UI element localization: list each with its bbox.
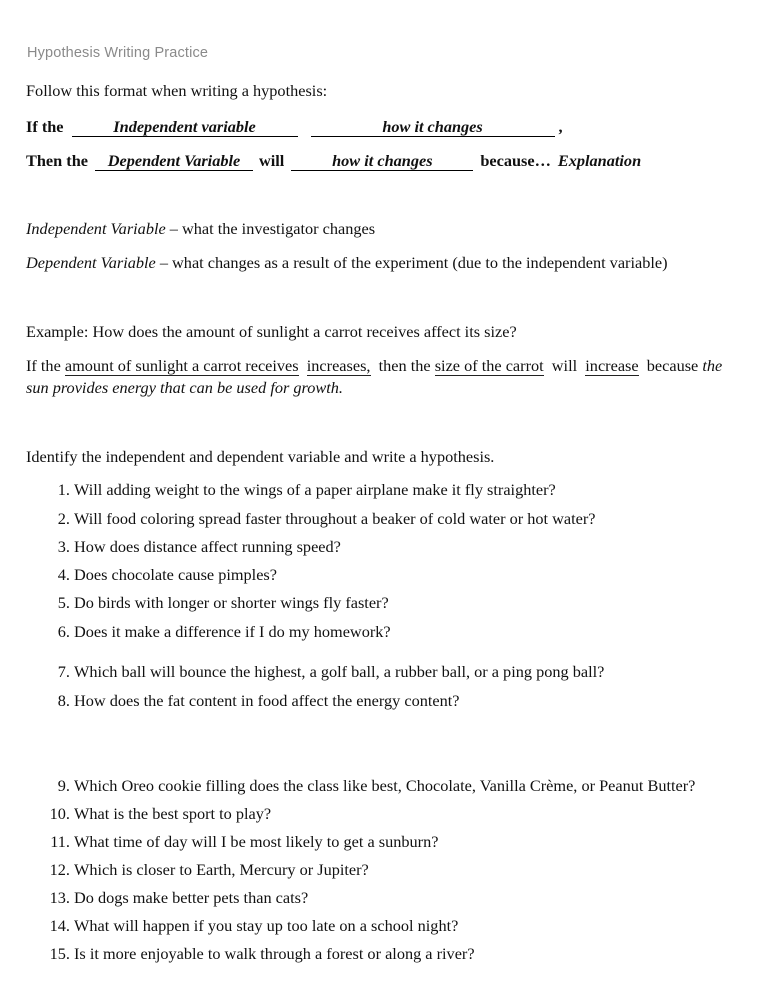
list-item-number: 8. [57,691,70,710]
list-item-text: Is it more enjoyable to walk through a forest or along a river? [74,944,475,963]
list-item-text: Which Oreo cookie filling does the class like best, Chocolate, Vanilla Crème, or Peanut Butter? [74,776,696,795]
example-lead: If the [26,356,61,375]
definition-term-dependent: Dependent Variable [26,253,156,272]
definition-text-dependent: what changes as a result of the experiment (due to the independent variable) [172,253,668,272]
definition-independent-variable [26,218,375,239]
list-item-number: 6. [57,622,70,641]
list-item-text: Which is closer to Earth, Mercury or Jupiter? [74,860,369,879]
list-item-number: 9. [57,776,70,795]
list-item-number: 15. [49,944,70,963]
list-item-number: 3. [57,537,70,556]
list-item-text: Does chocolate cause pimples? [74,565,277,584]
list-item-number: 1. [57,480,70,499]
list-item-number: 2. [57,509,70,528]
instructions-paragraph: Identify the independent and dependent variable and write a hypothesis. [26,447,495,466]
definition-dependent-variable [26,252,668,273]
example-explanation: the sun provides energy that can be used for growth. [26,356,723,397]
definition-term-independent: Independent Variable [26,219,166,238]
list-item-text: Do birds with longer or shorter wings fly faster? [74,593,389,612]
list-item-number: 10. [49,804,70,823]
list-item-text: What will happen if you stay up too late on a school night? [74,916,459,935]
list-item-number: 14. [49,916,70,935]
blank-dependent-variable[interactable]: Dependent Variable [95,151,253,171]
blank-how-it-changes-1[interactable]: how it changes [311,117,555,137]
list-item-text: How does the fat content in food affect the energy content? [74,691,460,710]
format-line-1-comma: , [558,117,563,136]
list-item-text: How does distance affect running speed? [74,537,341,556]
blank-independent-variable[interactable]: Independent variable [72,117,298,137]
example-dependent-variable: size of the carrot [434,356,544,375]
definition-text-independent: what the investigator changes [182,219,376,238]
list-item-number: 7. [57,662,70,681]
list-item-text: What is the best sport to play? [74,804,272,823]
example-result: increase [585,356,639,375]
list-item-number: 5. [57,593,70,612]
example-because: because [646,356,699,375]
page-title: Hypothesis Writing Practice [27,45,209,61]
format-line-2-lead: Then the [26,151,88,170]
example-change: increases, [306,356,371,375]
list-item-text: Which ball will bounce the highest, a golf ball, a rubber ball, or a ping pong ball? [74,662,605,681]
format-line-2-because: because… [480,151,551,170]
list-item-number: 11. [50,832,70,851]
list-item-text: Will food coloring spread faster throughout a beaker of cold water or hot water? [74,509,596,528]
format-line-2 [26,150,641,171]
example-will: will [551,356,578,375]
list-item-text: Do dogs make better pets than cats? [74,888,309,907]
list-item-number: 4. [57,565,70,584]
format-line-1-lead: If the [26,117,64,136]
list-item-number: 12. [49,860,70,879]
example-prompt: Example: How does the amount of sunlight a carrot receives affect its size? [26,322,517,341]
example-independent-variable: amount of sunlight a carrot receives [64,356,299,375]
list-item-number: 13. [49,888,70,907]
intro-paragraph: Follow this format when writing a hypothesis: [26,81,328,100]
blank-explanation[interactable]: Explanation [557,151,642,170]
list-item-text: Does it make a difference if I do my homework? [74,622,391,641]
example-hypothesis [26,355,742,399]
definition-dash-1: – [165,219,182,238]
definition-dash-2: – [155,253,173,272]
list-item-text: Will adding weight to the wings of a paper airplane make it fly straighter? [74,480,556,499]
list-item-text: What time of day will I be most likely to get a sunburn? [74,832,439,851]
format-line-2-will: will [258,151,285,170]
example-then: then the [378,356,431,375]
format-line-1 [26,116,563,137]
blank-how-it-changes-2[interactable]: how it changes [291,151,473,171]
